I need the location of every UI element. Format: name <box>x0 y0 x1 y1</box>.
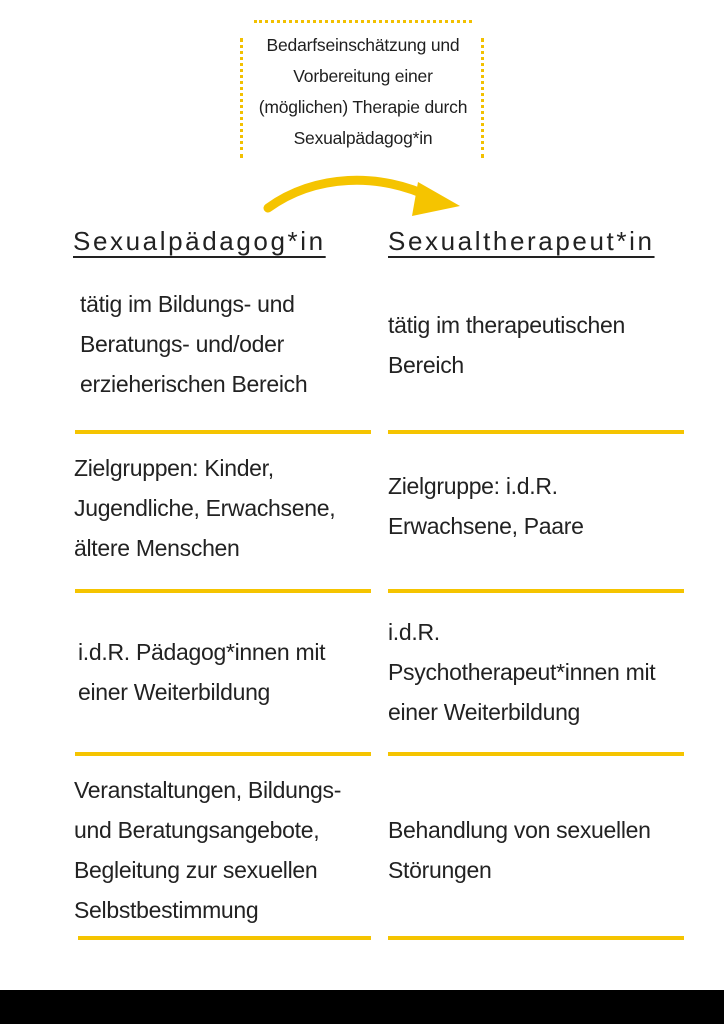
cell-line: Behandlung von sexuellen <box>388 817 651 843</box>
cell-line: Störungen <box>388 857 492 883</box>
cell-line: und Beratungsangebote, <box>74 817 320 843</box>
cell-line: Zielgruppen: Kinder, <box>74 455 274 481</box>
row-divider <box>388 589 684 593</box>
footer-bar <box>0 990 724 1024</box>
row-4-left <box>74 770 341 930</box>
cell-line: Selbstbestimmung <box>74 897 259 923</box>
cell-line: i.d.R. <box>388 619 440 645</box>
cell-line: Beratungs- und/oder <box>80 331 284 357</box>
note-border-right <box>481 38 484 158</box>
row-2-right <box>388 466 584 546</box>
row-divider <box>75 589 371 593</box>
cell-line: tätig im therapeutischen <box>388 312 625 338</box>
row-divider <box>388 430 684 434</box>
cell-line: Zielgruppe: i.d.R. <box>388 473 558 499</box>
row-divider <box>388 752 684 756</box>
cell-line: Erwachsene, Paare <box>388 513 584 539</box>
row-4-right <box>388 810 651 890</box>
curved-arrow-icon <box>260 168 470 228</box>
cell-line: Veranstaltungen, Bildungs- <box>74 777 342 803</box>
cell-line: erzieherischen Bereich <box>80 371 308 397</box>
row-divider <box>78 936 371 940</box>
row-2-left <box>74 448 335 568</box>
note-line: (möglichen) Therapie durch <box>258 97 468 117</box>
row-divider <box>75 752 371 756</box>
note-border-left <box>240 38 243 158</box>
cell-line: i.d.R. Pädagog*innen mit <box>78 639 326 665</box>
row-3-right <box>388 612 655 732</box>
left-column-title: Sexualpädagog*in <box>73 226 326 256</box>
cell-line: Bereich <box>388 352 464 378</box>
cell-line: tätig im Bildungs- und <box>80 291 295 317</box>
cell-line: Begleitung zur sexuellen <box>74 857 318 883</box>
row-3-left <box>78 632 325 712</box>
note-line: Sexualpädagog*in <box>293 128 433 148</box>
note-line: Vorbereitung einer <box>293 66 433 86</box>
cell-line: einer Weiterbildung <box>78 679 271 705</box>
row-1-left <box>80 284 307 404</box>
row-divider <box>388 936 684 940</box>
note-text <box>248 30 478 154</box>
right-column-title: Sexualtherapeut*in <box>388 226 655 256</box>
cell-line: einer Weiterbildung <box>388 699 581 725</box>
cell-line: Psychotherapeut*innen mit <box>388 659 656 685</box>
row-1-right <box>388 305 625 385</box>
note-line: Bedarfseinschätzung und <box>266 35 460 55</box>
row-divider <box>75 430 371 434</box>
cell-line: ältere Menschen <box>74 535 240 561</box>
note-border-top <box>254 20 472 23</box>
cell-line: Jugendliche, Erwachsene, <box>74 495 336 521</box>
note-box <box>240 20 484 158</box>
